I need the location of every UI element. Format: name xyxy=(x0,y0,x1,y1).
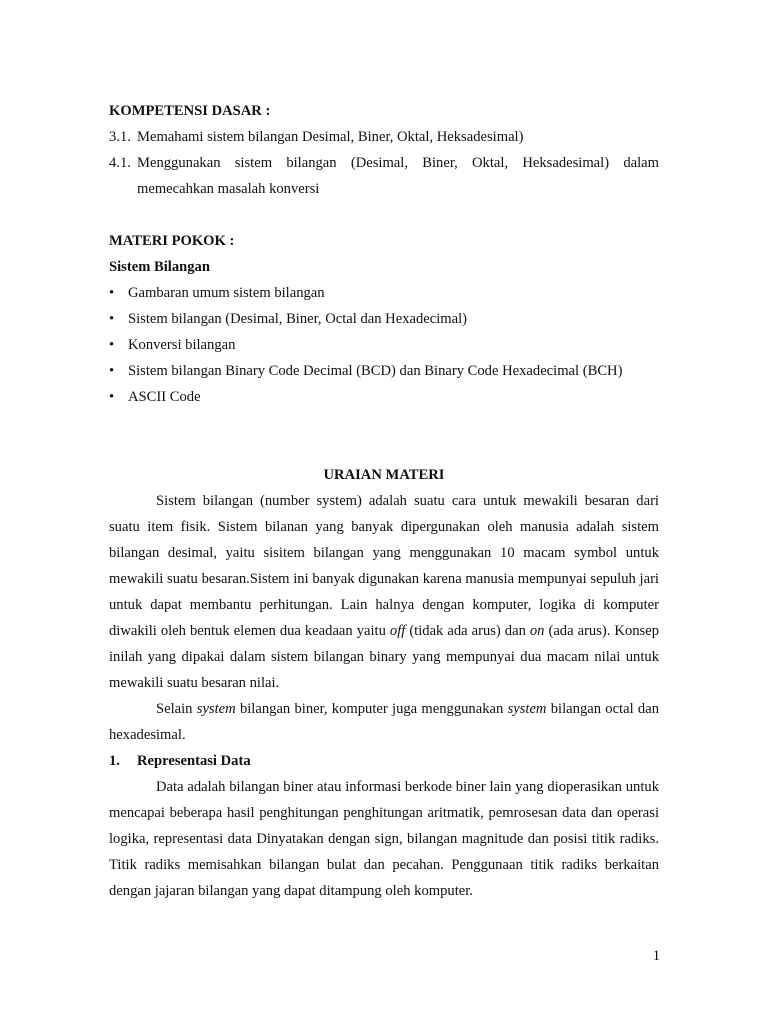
list-item-text: Gambaran umum sistem bilangan xyxy=(128,285,325,301)
on-term: on xyxy=(529,623,545,639)
page-number: 1 xyxy=(652,948,660,964)
section-title: Representasi Data xyxy=(137,753,251,769)
uraian-paragraph-1: Sistem bilangan (number system) adalah suatu cara untuk mewakili besaran dari suatu item fisik. Sistem bilanan yang banyak dipergunakan oleh manusia adalah sistem bilangan desimal, yaitu sisitem bilangan yang menggunakan 10 macam symbol untuk mewakili suatu besaran.Sistem ini banyak digunakan karena manusia mempunyai sepuluh jari untuk dapat membantu perhitungan. Lain halnya dengan komputer, logika di komputer diwakili oleh bentuk elemen dua keadaan yaitu off (tidak ada arus) dan on (ada arus). Konsep inilah yang dipakai dalam sistem bilangan binary yang mempunyai dua macam nilai untuk mewakili suatu besaran nilai. xyxy=(109,493,660,691)
kompetensi-item-text: Memahami sistem bilangan Desimal, Biner, Oktal, Heksadesimal) xyxy=(137,129,524,145)
list-item-text: Sistem bilangan Binary Code Decimal (BCD) dan Binary Code Hexadecimal (BCH) xyxy=(128,363,623,379)
kompetensi-heading: KOMPETENSI DASAR : xyxy=(109,103,271,119)
list-item xyxy=(109,280,659,306)
materi-subheading: Sistem Bilangan xyxy=(109,259,210,275)
document-page xyxy=(109,98,659,904)
list-item xyxy=(109,306,659,332)
materi-bullet-list xyxy=(109,280,659,410)
section-1-heading xyxy=(109,748,659,774)
kompetensi-item xyxy=(109,150,659,202)
list-item-text: Konversi bilangan xyxy=(128,337,236,353)
uraian-title: URAIAN MATERI xyxy=(323,467,445,483)
kompetensi-item-text: Menggunakan sistem bilangan (Desimal, Biner, Oktal, Heksadesimal) dalam memecahkan masalah konversi xyxy=(137,155,659,197)
kompetensi-item-number: 4.1. xyxy=(109,155,131,171)
list-item xyxy=(109,358,659,384)
section-1-paragraph: Data adalah bilangan biner atau informasi berkode biner lain yang dioperasikan untuk mencapai beberapa hasil penghitungan penghitungan aritmatik, pemrosesan data dan operasi logika, representasi data Dinyatakan dengan sign, bilangan magnitude dan posisi titik radiks. Titik radiks memisahkan bilangan bulat dan pecahan. Penggunaan titik radiks berkaitan dengan jajaran bilangan yang dapat ditampung oleh komputer. xyxy=(109,779,659,899)
section-number: 1. xyxy=(109,753,120,769)
list-item xyxy=(109,384,659,410)
system-term: system xyxy=(507,701,547,717)
list-item xyxy=(109,332,659,358)
bullet-icon: • xyxy=(109,337,115,353)
bullet-icon: • xyxy=(109,285,115,301)
list-item-text: Sistem bilangan (Desimal, Biner, Octal dan Hexadecimal) xyxy=(128,311,468,327)
bullet-icon: • xyxy=(109,311,115,327)
bullet-icon: • xyxy=(109,363,115,379)
kompetensi-item-number: 3.1. xyxy=(109,129,131,145)
system-term: system xyxy=(196,701,236,717)
list-item-text: ASCII Code xyxy=(128,389,201,405)
uraian-paragraph-2: Selain system bilangan biner, komputer juga menggunakan system bilangan octal dan hexadesimal. xyxy=(109,701,659,743)
bullet-icon: • xyxy=(109,389,115,405)
materi-heading: MATERI POKOK : xyxy=(109,233,235,249)
off-term: off xyxy=(389,623,406,639)
kompetensi-item xyxy=(109,124,659,150)
